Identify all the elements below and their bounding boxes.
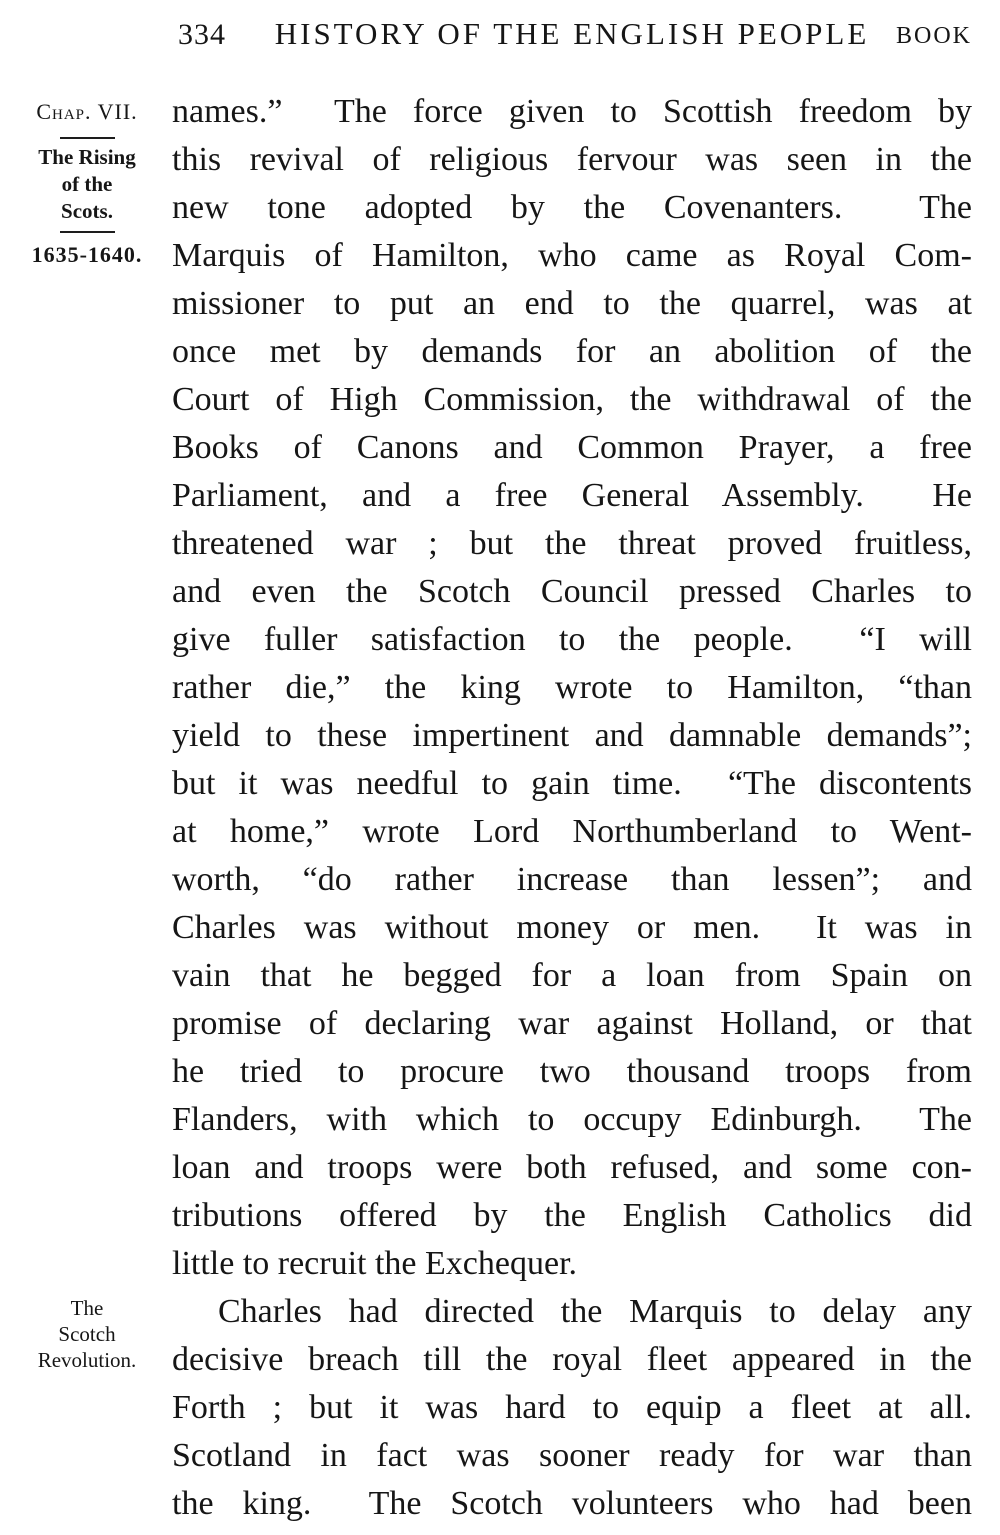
text-line: give fuller satisfaction to the people. “I will	[172, 621, 972, 658]
text-line: decisive breach till the royal fleet appeared in the	[172, 1341, 972, 1378]
text-line: Charles was without money or men. It was in	[172, 909, 972, 946]
text-line: Marquis of Hamilton, who came as Royal Com-	[172, 237, 972, 274]
text-line: this revival of religious fervour was seen in the	[172, 141, 972, 178]
margin-note-line: of the	[61, 172, 113, 196]
text-line: Charles had directed the Marquis to delay any	[218, 1293, 972, 1330]
text-line: at home,” wrote Lord Northumberland to Went-	[172, 813, 972, 850]
text-line: Flanders, with which to occupy Edinburgh. The	[172, 1101, 972, 1138]
text-line: Parliament, and a free General Assembly. He	[172, 477, 972, 514]
margin-note-line: Scots.	[61, 199, 113, 223]
section-note-scotch-revolution	[12, 1295, 162, 1373]
text-line: and even the Scotch Council pressed Charles to	[172, 573, 972, 610]
text-line: threatened war ; but the threat proved fruitless,	[172, 525, 972, 562]
paragraph	[172, 1288, 972, 1528]
margin-rule	[60, 231, 115, 233]
margin-note-line: The Rising	[38, 145, 136, 169]
page-number: 334	[178, 18, 226, 51]
text-line: loan and troops were both refused, and some con-	[172, 1149, 972, 1186]
text-line: new tone adopted by the Covenanters. The	[172, 189, 972, 226]
section-note-rising-of-the-scots	[12, 144, 162, 225]
text-line: but it was needful to gain time. “The discontents	[172, 765, 972, 802]
margin-note-line: Scotch	[58, 1322, 116, 1346]
text-line: the king. The Scotch volunteers who had been	[172, 1485, 972, 1522]
text-line: worth, “do rather increase than lessen”; and	[172, 861, 972, 898]
text-line: names.” The force given to Scottish freedom by	[172, 93, 972, 130]
text-line: Forth ; but it was hard to equip a fleet at all.	[172, 1389, 972, 1426]
text-line: little to recruit the Exchequer.	[172, 1245, 578, 1282]
book-label: BOOK	[895, 23, 972, 49]
text-line: promise of declaring war against Holland, or that	[172, 1005, 972, 1042]
margin-note-line: Revolution.	[37, 1348, 137, 1372]
running-header	[172, 16, 972, 56]
margin-note-line: The	[70, 1296, 104, 1320]
text-line: he tried to procure two thousand troops from	[172, 1053, 972, 1090]
text-line: once met by demands for an abolition of the	[172, 333, 972, 370]
text-line: Court of High Commission, the withdrawal of the	[172, 381, 972, 418]
running-title: HISTORY OF THE ENGLISH PEOPLE	[274, 16, 870, 51]
text-line: Books of Canons and Common Prayer, a free	[172, 429, 972, 466]
text-line: vain that he begged for a loan from Spain on	[172, 957, 972, 994]
margin-rule	[60, 137, 115, 139]
body-text-column	[172, 88, 972, 1528]
paragraph	[172, 88, 972, 1288]
text-line: tributions offered by the English Catholics did	[172, 1197, 972, 1234]
text-line: missioner to put an end to the quarrel, was at	[172, 285, 972, 322]
date-range-note: 1635-1640.	[31, 242, 143, 267]
text-line: rather die,” the king wrote to Hamilton, “than	[172, 669, 972, 706]
chapter-note: Chap. VII.	[36, 99, 138, 124]
text-line: yield to these impertinent and damnable demands”;	[172, 717, 972, 754]
text-line: Scotland in fact was sooner ready for war than	[172, 1437, 972, 1474]
